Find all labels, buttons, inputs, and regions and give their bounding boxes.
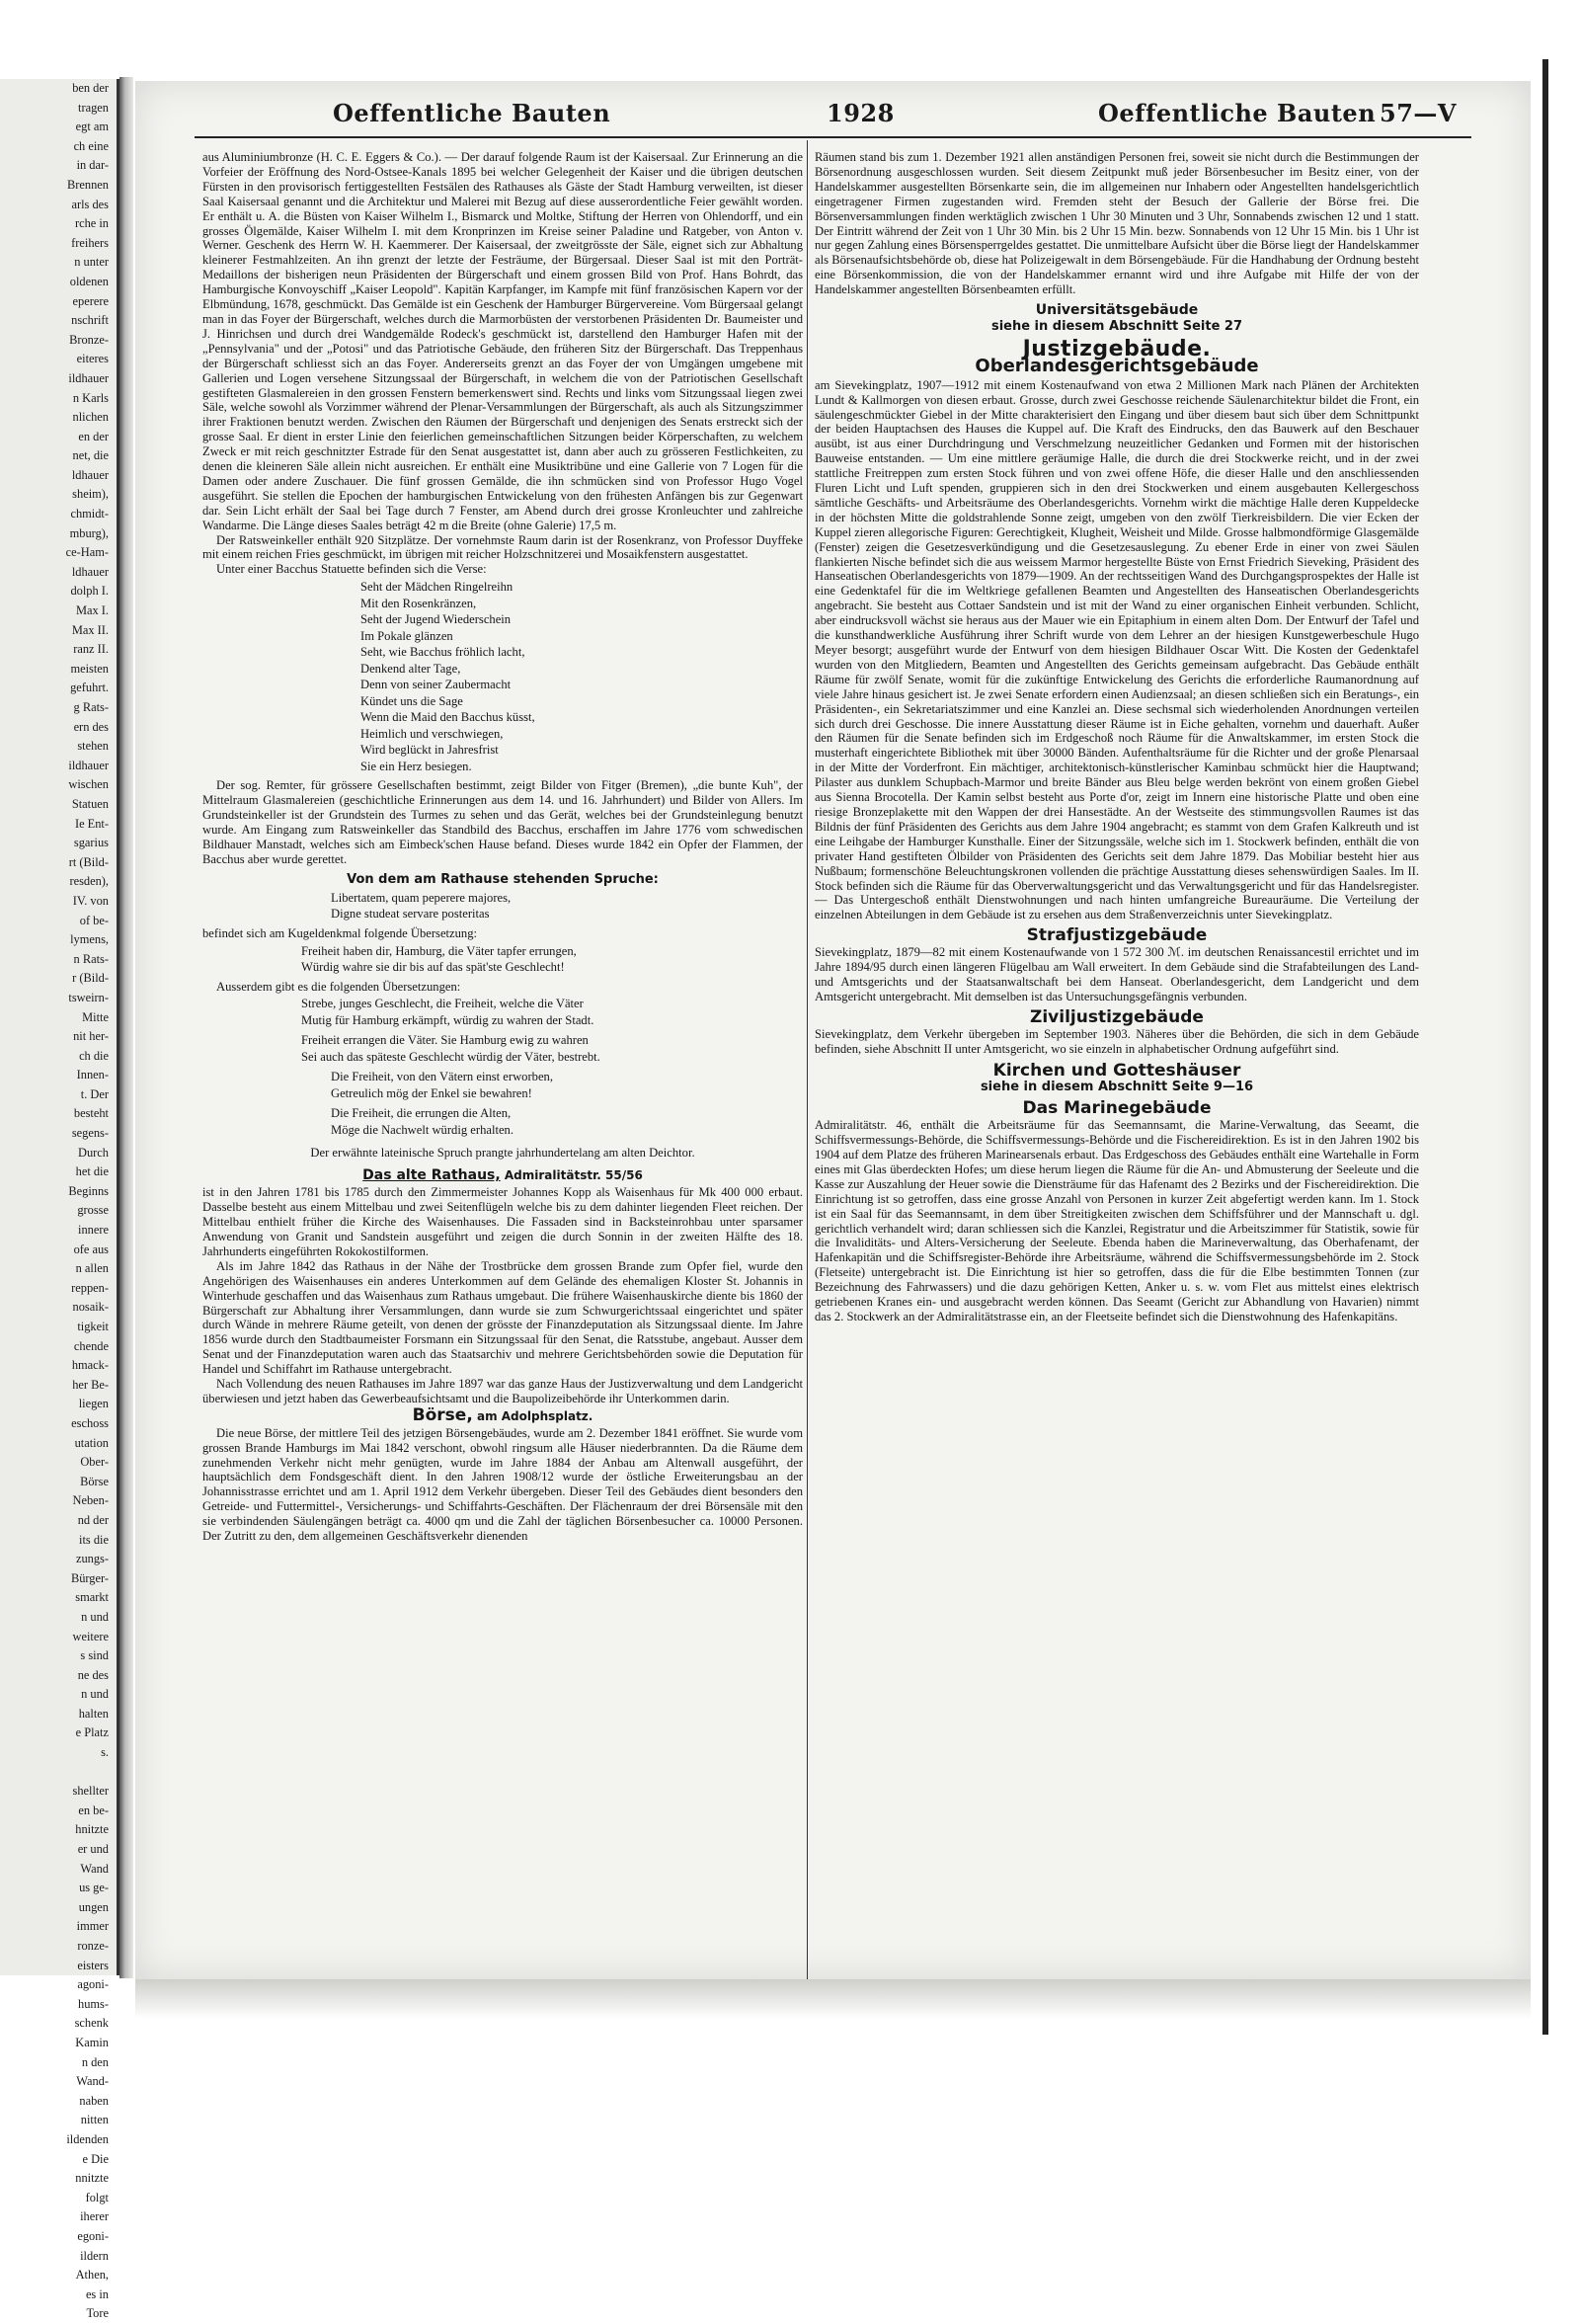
altes-rathaus-address: Admiralitätstr. 55/56 <box>500 1168 643 1183</box>
page-header <box>175 99 1491 138</box>
verse-line: Mit den Rosenkränzen, <box>360 596 477 610</box>
fragment-line: Innen- <box>76 1068 109 1082</box>
fragment-line: Börse <box>80 1474 109 1488</box>
fragment-line: its die <box>79 1532 109 1547</box>
fragment-line: Bürger- <box>70 1570 109 1585</box>
fragment-line: in dar- <box>76 158 109 173</box>
fragment-line: ildern <box>80 2248 109 2263</box>
fragment-line: rt (Bild- <box>68 854 109 869</box>
fragment-line: n den <box>81 2054 109 2069</box>
fragment-line: naben <box>79 2093 109 2108</box>
fragment-line: folgt <box>85 2190 109 2204</box>
latin-inscription <box>331 890 803 922</box>
verse-line: Wird beglückt in Jahresfrist <box>360 743 499 758</box>
fragment-line: ern des <box>73 719 109 734</box>
verse-line: Würdig wahre sie dir bis auf das spät'ste Geschlecht! <box>301 960 565 975</box>
book-gutter <box>119 77 133 1978</box>
fragment-line: t. Der <box>80 1086 109 1101</box>
fragment-line: eschoss <box>71 1415 109 1430</box>
fragment-line: ben der <box>72 81 109 95</box>
verse-line: Sie ein Herz besiegen. <box>360 759 472 773</box>
translation-3 <box>301 1032 803 1065</box>
ziviljustiz-paragraph: Sievekingplatz, dem Verkehr übergeben im September 1903. Näheres über die Behörden, die sich in dem Gebäude befinden, siehe Abschnitt II unter Amtsgericht, wo sie einzeln in alphabetischer Ordnung aufgeführt sind. <box>815 1026 1419 1056</box>
fragment-line: ildenden <box>66 2131 109 2146</box>
fragment-line: nosaik- <box>72 1300 109 1315</box>
fragment-line: segens- <box>71 1126 109 1141</box>
fragment-line: IV. von <box>72 893 109 908</box>
fragment-line: zungs- <box>75 1552 109 1566</box>
fragment-line: nschrift <box>71 313 109 328</box>
fragment-line: Statuen <box>71 796 109 811</box>
altes-rathaus-p1: ist in den Jahren 1781 bis 1785 durch den Zimmermeister Johannes Kopp als Waisenhaus für Mk 400 000 erbaut. Dasselbe besteht aus einem Mittelbau und zwei Seitenflügeln welche bis zu dem dahinter liegenden Fleet reichen. Der Mittelbau enthielt früher die Kirche des Waisenhauses. Die Fassaden sind in Backsteinrohbau unter sparsamer Anwendung von Granit und Sandstein ausgeführt und zeigen die durch Sonnin in der zweiten Hälfte des 18. Jahrhunderts eingeführten Rokokostilformen. <box>202 1185 803 1258</box>
fragment-line: gefuhrt. <box>70 681 109 695</box>
fragment-line: e Platz <box>75 1725 109 1740</box>
deichtor-note: Der erwähnte lateinische Spruch prangte jahrhundertelang am alten Deichtor. <box>310 1146 695 1161</box>
verse-line: Die Freiheit, von den Vätern einst erworben, <box>331 1070 553 1084</box>
fragment-line: n allen <box>75 1261 109 1276</box>
fragment-line: Brennen <box>67 177 109 192</box>
strafjustiz-heading: Strafjustizgebäude <box>1026 925 1208 946</box>
header-rule <box>195 136 1471 138</box>
fragment-line: utation <box>74 1435 109 1450</box>
bacchus-intro: Unter einer Bacchus Statuette befinden sich die Verse: <box>216 562 487 577</box>
fragment-line: besteht <box>73 1106 109 1121</box>
verse-line: Getreulich mög der Enkel sie bewahren! <box>331 1085 532 1100</box>
adjacent-page-fragment <box>0 79 119 2321</box>
spruch-heading: Von dem am Rathause stehenden Spruche: <box>347 871 659 887</box>
fragment-line: s sind <box>80 1648 109 1663</box>
fragment-line: sheim), <box>72 487 109 502</box>
verse-line: Möge die Nachwelt würdig erhalten. <box>331 1122 514 1137</box>
strafjustiz-paragraph: Sievekingplatz, 1879—82 mit einem Kostenaufwande von 1 572 300 ℳ. im deutschen Renaissancestil errichtet und im Jahre 1894/95 durch einen längeren Flügelbau am Wall erweitert. In dem Gebäude sind die Strafabteilungen des Land- und Amtsgerichts und der Staatsanwaltschaft bei dem Hanseat. Oberlandesgericht, dem Landgericht und dem Amtsgericht untergebracht. Mit demselben ist das Untersuchungsgefängnis verbunden. <box>815 945 1419 1003</box>
fragment-line: ch eine <box>73 138 109 153</box>
latin-line: Digne studeat servare posteritas <box>331 907 490 922</box>
fragment-line: weitere <box>72 1629 109 1643</box>
fragment-line: Tore <box>86 2306 109 2321</box>
fragment-line: wischen <box>68 777 109 792</box>
translation-1 <box>301 943 803 976</box>
fragment-line: innere <box>78 1223 109 1238</box>
fragment-line: ldhauer <box>71 467 109 482</box>
fragment-line: ch die <box>79 1048 109 1063</box>
ziviljustiz-heading: Ziviljustizgebäude <box>1030 1006 1204 1027</box>
kaisersaal-paragraph: aus Aluminiumbronze (H. C. E. Eggers & Co.). — Der darauf folgende Raum ist der Kaisersaal. Zur Erinnerung an die Vorfeier der Eröffnung des Nord-Ostsee-Kanals 1895 bei welcher Gelegenheit der Kaiser und die übrigen deutschen Fürsten in den provisorisch fertiggestellten Festsälen des Rathauses als Gäste der Stadt Hamburg verweilten, ist dieser Saal Kaisersaal genannt und die Architektur und Malerei mit Bezug auf diese ausserordentliche Feier gewählt worden. Er enthält u. A. die Büsten von Kaiser Wilhelm I., Bismarck und Moltke, Stiftung der Herren von Ohlendorff, und ein grosses Ölgemälde, Kaiser Wilhelm I. mit dem Kronprinzen im Kreise seiner Paladine und Ratgeber, von Anton v. Werner. Geschenk des Herrn W. H. Kaemmerer. Der Kaisersaal, der zweitgrösste der Säle, eignet sich zur Abhaltung kleinerer Festmahlzeiten. An ihn grenzt der letzte der Festräume, der Bürgersaal. Dieser Saal ist mit den Porträt-Medaillons der bisherigen neun Präsidenten der Bürgerschaft und einem grossen Bild von Prof. Hans Bohrdt, das Hamburgische Konvoyschiff „Kaiser Leopold". Kapitän Karpfanger, im Kampfe mit fünf französischen Kapern vor der Elbmündung, 1678, geschmückt. Das Gemälde ist ein Geschenk der Hamburger Bürgervereine. Vom Bürgersaal gelangt man in das Foyer der Bürgerschaft, welches durch die Marmorbüsten der verstorbenen Präsidenten Dr. Baumeister und J. Hinrichsen und durch drei Wandgemälde Rodeck's geschmückt ist, darstellend den Hamburger Hafen mit der „Pennsylvania" und der „Potosi" und das Patriotische Gebäude, den früheren Sitz der Bürgerschaft. Das Treppenhaus der Bürgerschaft schliesst sich an das Foyer. Andererseits grenzt an das Foyer der von Umgängen umgebene mit Gallerien und Logen versehene Sitzungssaal der Bürgerschaft, in welchem die von der Patriotischen Gesellschaft gestifteten Glasmalereien in den grossen Fenstern bemerkenswert sind. Rechts und links vom Sitzungssaal liegen zwei Säle, welche sowohl als Vorzimmer während der Plenar-Versammlungen der Bürgerschaft, als auch als Sitzungszimmer ihrer Fraktionen benutzt werden. Zwischen den Räumen der Bürgerschaft und denjenigen des Senats erstreckt sich der grosse Saal. Er dient in erster Linie den feierlichen gemeinschaftlichen Sitzungen beider Körperschaften, zu welchem Zweck er mit reich geschnitzter Estrade für den Senat ausgestattet ist, dann aber auch zu grösseren Festlichkeiten, zu denen die kleineren Säle allein nicht ausreichen. Er enthält eine Musiktribüne und eine Gallerie von 7 Logen für die Damen oder andere Zuschauer. Die fünf grossen Gemälde, die ihn schmücken sind von Professor Hugo Vogel ausgeführt. Sie stellen die Epochen der hamburgischen Entwickelung von den frühesten Anfängen bis zur Gegenwart dar. Sein Licht erhält der Saal bei Tage durch 7 Fenster, am Abend durch drei grosse Kronleuchter und zahlreiche Wandarme. Die Länge dieses Saales beträgt 42 m die Breite (ohne Galerie) 17,5 m. <box>202 150 803 532</box>
verse-line: Sei auch das späteste Geschlecht würdig der Väter, bestrebt. <box>301 1049 600 1064</box>
translation-5 <box>331 1105 803 1138</box>
verse-line: Heimlich und verschwiegen, <box>360 726 504 741</box>
fragment-line: arls des <box>71 197 109 211</box>
fragment-line: eisters <box>77 1958 109 1972</box>
fragment-line: ungen <box>78 1899 109 1914</box>
verse-line: Denkend alter Tage, <box>360 661 461 676</box>
fragment-line: Max I. <box>75 603 109 618</box>
altes-rathaus-title: Das alte Rathaus, <box>362 1167 501 1184</box>
fragment-line: ildhauer <box>68 370 109 385</box>
fragment-line: freihers <box>71 235 109 250</box>
boerse-heading <box>202 1404 803 1425</box>
fragment-line: g Rats- <box>73 700 109 714</box>
latin-line: Libertatem, quam peperere majores, <box>331 890 512 905</box>
universitaet-reference: siehe in diesem Abschnitt Seite 27 <box>990 318 1243 334</box>
fragment-line: es in <box>85 2286 109 2301</box>
boerse-address: am Adolphsplatz. <box>472 1408 593 1423</box>
fragment-line: nit her- <box>73 1029 109 1044</box>
altes-rathaus-p3: Nach Vollendung des neuen Rathauses im Jahre 1897 war das ganze Haus der Justizverwaltung und dem Landgericht überwiesen und jetzt haben das Gewerbeaufsichtsamt und die Baupolizeibehörde ihr Unterkommen darin. <box>202 1377 803 1405</box>
fragment-line: nlichen <box>72 410 109 425</box>
verse-line: Seht der Jugend Wiederschein <box>360 612 512 627</box>
fragment-line: eiteres <box>76 352 109 366</box>
fragment-line: reppen- <box>71 1280 109 1295</box>
translation-4 <box>331 1069 803 1101</box>
fragment-line: e Die <box>82 2151 109 2166</box>
header-year: 1928 <box>827 99 895 127</box>
verse-line: Seht der Mädchen Ringelreihn <box>360 580 514 595</box>
boerse-paragraph: Die neue Börse, der mittlere Teil des jetzigen Börsengebäudes, wurde am 2. Dezember 1841 eröffnet. Sie wurde vom grossen Brande Hamburgs im Mai 1842 verschont, obwohl ringsum alle Häuser niederbrannten. Da die Räume dem zunehmenden Verkehr nicht mehr genügten, wurde im Jahre 1884 der Anbau am Altenwall ausgeführt, der hauptsächlich dem Fondsgeschäft dient. In den Jahren 1908/12 wurde der östliche Erweiterungsbau an der Johannisstrasse errichtet und am 1. April 1912 dem Verkehr übergeben. Dieser Teil des Gebäudes dient besonders den Getreide- und Futtermittel-, Versicherungs- und Schiffahrts-Geschäften. Der Flächenraum der drei Börsensäle mit den sie verbindenden Säulengängen beträgt ca. 4000 qm und die Zahl der täglichen Börsenbesucher ca. 10000 Personen. Der Zutritt zu den, dem allgemeinen Geschäftsverkehr dienenden <box>202 1425 803 1544</box>
fragment-line: Kamin <box>75 2035 109 2049</box>
fragment-line: lymens, <box>70 932 109 947</box>
marine-paragraph: Admiralitätstr. 46, enthält die Arbeitsräume für das Seemannsamt, die Marine-Verwaltung, das Seeamt, die Schiffsvermessungs-Behörde, die Schiffsvermessungs-Behörde und die Fischereidirektion. Es ist in den Jahren 1902 bis 1904 auf dem Platze des früheren Marinearsenals erbaut. Das Erdgeschoss des Gebäudes enthält eine Wartehalle in Form eines mit Glas überdeckten Hofes; um diese herum liegen die Räume für die An- und Abmusterung der Seeleute und die Kasse zur Auszahlung der Heuer sowie die Diensträume für das Hafenamt des 2 Bezirks und der Fischereidirektion. Die Einrichtung ist so getroffen, dass eine grosse Anzahl von Personen in kurzer Zeit abgefertigt werden kann. Im 1. Stock ist ein Saal für das Seemannsamt, in dem über Streitigkeiten zwischen dem Schiffsführer und der Mannschaft u. dgl. gerichtlich verhandelt wird; daran schliessen sich die Kanzlei, Registratur und die Arbeitszimmer für Statistik, sowie für die Invaliditäts- und Alters-Versicherung der Seeleute. Ebenda haben die Marineverwaltung, das Oberhafenamt, der Hafenkapitän und die Schiffsregister-Behörde ihre Arbeitsräume, während die Schiffsvermessungsbehörde im 2. Stock (Fletseite) untergebracht ist. Die Einrichtung ist hier so getroffen, dass die für die Elbe bestimmten Tonnen (zur Bezeichnung des Fahrwassers) und die dazu gehörigen Ketten, Anker u. s. w. vom Flet aus mittelst eines elektrisch getriebenen Kranes ein- und ausgebracht werden können. Das Seeamt (Gericht zur Abhandlung von Havarien) nimmt das 2. Stockwerk an der Admiralitätstrasse ein, an der Fleetseite befindet sich die Dienstwohnung des Hafenkapitäns. <box>815 1118 1419 1323</box>
justiz-heading: Justizgebäude. <box>1022 336 1212 361</box>
fragment-line: stehen <box>77 739 109 754</box>
fragment-line: egoni- <box>77 2228 109 2243</box>
verse-line: Freiheit haben dir, Hamburg, die Väter tapfer errungen, <box>301 943 577 958</box>
document-page <box>135 81 1531 1979</box>
translations-intro: Ausserdem gibt es die folgenden Übersetzungen: <box>216 979 461 994</box>
verse-line: Im Pokale glänzen <box>360 628 453 643</box>
fragment-line: ronze- <box>77 1939 109 1953</box>
fragment-line: hnitzte <box>75 1822 109 1837</box>
fragment-line: n und <box>81 1687 109 1702</box>
fragment-line: en der <box>78 429 109 443</box>
fragment-line: nnitzte <box>75 2171 109 2186</box>
fragment-line: chende <box>73 1338 109 1353</box>
boerse-title: Börse, <box>412 1404 473 1425</box>
fragment-line: Durch <box>78 1145 109 1160</box>
fragment-line: tsweirn- <box>68 990 109 1004</box>
fragment-line: r (Bild- <box>72 971 109 986</box>
fragment-line: tragen <box>78 100 109 115</box>
left-column <box>202 150 803 1544</box>
page-number: 57—V <box>1380 99 1458 127</box>
column-divider <box>807 140 808 1997</box>
olg-heading: Oberlandesgerichtsgebäude <box>975 355 1259 376</box>
fragment-line: Wand <box>80 1861 109 1876</box>
fragment-line: Ober- <box>80 1455 109 1470</box>
fragment-line: meisten <box>70 661 109 676</box>
fragment-line: n Rats- <box>73 951 109 966</box>
verse-line: Kündet uns die Sage <box>360 693 463 708</box>
olg-paragraph: am Sievekingplatz, 1907—1912 mit einem Kostenaufwand von etwa 2 Millionen Mark nach Plänen der Architekten Lundt & Kallmorgen von diesen erbaut. Grosse, durch zwei Geschosse reichende Säulenarchitektur bildet die Front, ein säulengeschmückter Giebel in der Mitte charakterisiert den Eingang und über diesem baut sich über dem Schnittpunkt der beiden Hauptachsen des Hauses die Kuppel auf. Die Kraft des Eindrucks, den das Bauwerk auf den Beschauer ausübt, ist aus einer Durchdringung und Verschmelzung neuzeitlicher Gedanken und Formen mit der historischen Bauweise entstanden. — Um eine mittlere geräumige Halle, die durch die drei Stockwerke reicht, und in der zwei stattliche Freitreppen zum ersten Stock führen und von zwei offene Höfe, die dieser Halle und den anschliessenden Fluren Licht und Luft spenden, gruppieren sich in den drei Stockwerken und einem ausgebauten Kellergeschoss sämtliche Geschäfts- und Arbeitsräume des Oberlandesgerichts. Vornehm wirkt die mächtige Halle deren Kuppeldecke in der höchsten Mitte die goldstrahlende Sonne zeigt, umgeben von den zwölf Tierkreisbildern. Die vier Ecken der Kuppel zieren allegorische Figuren: Gerechtigkeit, Klugheit, Weisheit und Milde. Grosse halbmondförmige Glasgemälde (Fenster) zeigen die Gesetzesverkündigung und die Gesetzesauslegung. Zu ebener Erde in einer von zwei Säulen flankierten Nische befindet sich die aus weissem Marmor hergestellte Büste von Ernst Friedrich Sieveking, Präsident des Hanseatischen Oberlandesgerichts von 1879—1909. An der rechtsseitigen Wand des Durchgangsprospektes der Halle ist eine Gedenktafel für die im Weltkriege gefallenen Beamten und Angestellten des Hanseatischen Oberlandesgerichts angebracht. Sie besteht aus Cottaer Sandstein und ist mit der Wand zu einer organischen Einheit verbunden. Schlicht, aber eindrucksvoll wächst sie heraus aus der Mauer wie ein Epitaphium in einem alten Dom. Der Entwurf der Tafel und die kunsthandwerkliche Ausführung ihrer Schrift wurde von dem Lehrer an der hiesigen Kunstgewerbeschule Hugo Meyer besorgt; ausgeführt wurde der Entwurf von dem hiesigen Bildhauer Oscar Witt. Die Kosten der Gedenktafel wurden von den Mitgliedern, Beamten und Angestellten des Gerichts gemeinsam aufgebracht. Das Gebäude enthält Räume für zwölf Senate, womit für die zukünftige Entwickelung des Gerichts die erforderliche Raumanordnung auf viele Jahre hinaus gesichert ist. Je zwei Senate erfordern einen Audienzsaal; an diesen schließen sich ein Beratungs-, ein Präsidenten-, ein Sekretariatszimmer und eine Kanzlei an. Diese sechsmal sich wiederholenden Anordnungen verteilen sich durch drei Geschosse. Die innere Ausstattung dieser Räume ist in Eiche gehalten, vornehm und dauerhaft. Außer den Räumen für die Senate befinden sich im Erdgeschoß noch Räume für die Anwaltskammer, im ersten Stock die musterhaft eingerichtete Bibliothek mit über 30000 Bänden. Aufenthaltsräume für die Richter und der große Plenarsaal in der Mitte der Vorderfront. Ein mächtiger, architektonisch-künstlerischer Kaminbau schmückt hier die Hauptwand; Pilaster aus dunklem Schupbach-Marmor und breite Bänder aus Bleu belge werden bekrönt von einem großen Giebel aus Sienna Brocotella. Der Kamin selbst besteht aus Porte d'or, zeigt im Innern eine historische Platte und oben eine riesige Bronzeplakette mit den Wappen der drei Hansestädte. An der Westseite des stimmungsvollen Raumes ist das Bildnis der fünf Präsidenten des Gerichts aus dem Jahre 1904 angebracht; es stammt von dem Grafen Kalkreuth und ist eine Leihgabe der Hamburger Kunsthalle. Einer der Sitzungssäle, welche sich im 1. Stockwerk befinden, enthält die von privater Hand gestifteten Ölbilder von Präsidenten des Gerichts seit dem Jahre 1879. Das Mobiliar besteht hier aus Nußbaum; formenschöne Beleuchtungskronen vollenden die prächtige Ausstattung dieses sehenswürdigen Saales. Im II. Stock befinden sich die Räume für das Oberverwaltungsgericht und das Verwaltungsgericht und für das Handelsregister. — Das Untergeschoß enthält Dienstwohnungen und nach hinten umfangreiche Bureauräume. Die Verteilung der einzelnen Abteilungen in dem Gebäude ist zu ersehen aus dem Straßenverzeichnis unter Sievekingplatz. <box>815 377 1419 922</box>
verse-line: Denn von seiner Zaubermacht <box>360 678 512 692</box>
kirchen-heading: Kirchen und Gotteshäuser <box>992 1061 1241 1082</box>
fragment-line: n Karls <box>72 390 109 405</box>
remter-paragraph: Der sog. Remter, für grössere Gesellschaften bestimmt, zeigt Bilder von Fitger (Bremen), „die bunte Kuh", der Mittelraum Glasmalereien (geschichtliche Erinnerungen aus dem 14. und 16. Jahrhundert) und Bilder von Allers. Im Grundsteinkeller ist der Grundstein des Turmes zu sehen und das Gerät, welches bei der Grundsteinlegung benutzt wurde. Am Eingang zum Ratsweinkeller das Standbild des Bacchus, erschaffen im Jahre 1776 vom schwedischen Bildhauer Manstadt, welches sich am Eimbeck'schen Hause befand. Dieses wurde 1842 ein Opfer der Flammen, der Bacchus aber wurde gerettet. <box>202 778 803 866</box>
altes-rathaus-heading <box>202 1168 803 1183</box>
bacchus-verse <box>360 579 803 774</box>
fragment-line: net, die <box>72 448 109 463</box>
fragment-line: halten <box>78 1706 109 1721</box>
fragment-line: Max II. <box>71 622 109 637</box>
right-scan-edge <box>1533 59 1580 2035</box>
fragment-line: rche in <box>74 216 109 231</box>
page-bottom-shadow <box>135 1979 1531 2019</box>
verse-line: Strebe, junges Geschlecht, die Freiheit, welche die Väter <box>301 997 584 1011</box>
kirchen-reference: siehe in diesem Abschnitt Seite 9—16 <box>980 1080 1254 1095</box>
fragment-line: er und <box>77 1842 109 1857</box>
marine-heading: Das Marinegebäude <box>1022 1098 1212 1119</box>
fragment-line: ranz II. <box>73 642 109 657</box>
fragment-line: us ge- <box>79 1881 109 1895</box>
verse-line: Wenn die Maid den Bacchus küsst, <box>360 710 535 725</box>
fragment-line: grosse <box>77 1203 109 1218</box>
fragment-line: hums- <box>78 1996 109 2011</box>
fragment-line: oldenen <box>69 274 109 288</box>
fragment-line: hmack- <box>71 1358 109 1373</box>
fragment-line: schenk <box>74 2016 109 2031</box>
fragment-line: chmidt- <box>70 507 109 521</box>
fragment-line: liegen <box>78 1397 109 1411</box>
translation-2 <box>301 996 803 1028</box>
ratsweinkeller-paragraph: Der Ratsweinkeller enthält 920 Sitzplätze. Der vornehmste Raum darin ist der Rosenkranz, von Professor Duyffeke mit einem reichen Fries geschmückt, im übrigen mit reicher Holzschnitzerei und Mosaikfenstern ausgestattet. <box>202 532 803 562</box>
fragment-line: Bronze- <box>69 332 109 347</box>
fragment-line: iherer <box>80 2209 109 2224</box>
header-right-title: Oeffentliche Bauten <box>1098 99 1377 127</box>
fragment-line: tigkeit <box>77 1320 109 1333</box>
fragment-line: sgarius <box>73 836 109 850</box>
fragment-line: her Be- <box>72 1377 109 1392</box>
fragment-line: het die <box>75 1164 109 1179</box>
kugeldenkmal-intro: befindet sich am Kugeldenkmal folgende Übersetzung: <box>202 925 478 940</box>
fragment-line: of be- <box>79 913 109 927</box>
fragment-line: Athen, <box>75 2268 109 2283</box>
fragment-line: ldhauer <box>71 564 109 579</box>
fragment-line: agoni- <box>77 1977 109 1992</box>
right-edge-bar <box>1542 59 1548 2035</box>
fragment-line: nitten <box>80 2113 109 2127</box>
fragment-line: ce-Ham- <box>65 545 109 560</box>
fragment-line: Wand- <box>76 2074 109 2089</box>
fragment-line: ofe aus <box>73 1242 109 1256</box>
fragment-line: ildhauer <box>68 758 109 772</box>
fragment-line: nd der <box>77 1512 109 1527</box>
fragment-line: resden), <box>69 874 109 889</box>
fragment-line: immer <box>76 1919 109 1934</box>
fragment-line: egt am <box>75 120 109 134</box>
fragment-line: shellter <box>72 1784 109 1799</box>
fragment-line: Ie Ent- <box>74 816 109 831</box>
fragment-line: s. <box>101 1745 109 1760</box>
fragment-line: n und <box>81 1609 109 1624</box>
universitaet-heading: Universitätsgebäude <box>1035 302 1199 319</box>
fragment-line: dolph I. <box>70 584 109 599</box>
fragment-line: Neben- <box>72 1493 109 1508</box>
verse-line: Seht, wie Bacchus fröhlich lacht, <box>360 645 525 660</box>
fragment-line: smarkt <box>75 1590 109 1605</box>
fragment-line: n unter <box>74 255 109 270</box>
altes-rathaus-p2: Als im Jahre 1842 das Rathaus in der Nähe der Trostbrücke dem grossen Brande zum Opfer fiel, wurde den Angehörigen des Waisenhauses ein anderes Unterkommen auf dem Gelände des ehemaligen Kloster St. Johannis in Winterhude geschaffen und das Waisenhaus zum Rathaus umgebaut. Die frühere Waisenhauskirche diente bis 1860 der Bürgerschaft zur Abhaltung ihrer Versammlungen, dann wurde sie zum Schwurgerichtssaal eingerichtet und später durch Wände in mehrere Räume geteilt, von denen der grösste der Finanzdeputation als Sitzungssaal diente. Im Jahre 1856 wurde durch den Stadtbaumeister Forsmann ein Sitzungssaal für den Senat, die Ratsstube, angebaut. Ausser dem Senat und der Finanzdeputation waren auch das Staatsarchiv und mehrere Gerichtsbehörden sowie die Deputation für Handel und Schiffahrt im Rathause untergebracht. <box>202 1258 803 1377</box>
fragment-line: mburg), <box>69 525 109 540</box>
fragment-line: Mitte <box>82 1009 109 1024</box>
right-column <box>815 150 1419 1324</box>
boerse-continued: Räumen stand bis zum 1. Dezember 1921 allen anständigen Personen frei, soweit sie nicht durch die Bestimmungen der Börsenordnung ausgeschlossen wurden. Seit diesem Zeitpunkt muß jeder Börsenbesucher im Besitz einer, von der Handelskammer ausgestellten Börsenkarte sein, die im allgemeinen nur Inhabern oder Angestellten handelsgerichtlich eingetragener Firmen zugestanden wird. Fremden steht der Besuch der Gallerie der Börse frei. Die Börsenversammlungen finden werktäglich zwischen 1 Uhr 30 Minuten und 3 Uhr, Sonnabends zwischen 12 und 1 statt. Der Eintritt während der Zeit von 1 Uhr 30 Min. bis 2 Uhr 15 Min. bezw. Sonnabends von 12 Uhr 15 Min. bis 1 Uhr ist nur gegen Zahlung eines Börsensperrgeldes gestattet. Die unmittelbare Aufsicht über die Börse liegt der Handelskammer als Börsenaufsichtsbehörde ob, diese hat Polizeigewalt in dem Börsengebäude. Für die Handhabung der Ordnung besteht eine Börsenkommission, die von der Handelskammer ernannt wird und ihre Aufgabe mit Hilfe der von der Handelskammer angestellten Börsenbeamten erfüllt. <box>815 150 1419 297</box>
verse-line: Die Freiheit, die errungen die Alten, <box>331 1106 512 1121</box>
header-left-title: Oeffentliche Bauten <box>333 99 611 127</box>
fragment-line: ne des <box>77 1667 109 1682</box>
fragment-line <box>0 1763 117 1783</box>
fragment-line: Beginns <box>68 1183 109 1198</box>
fragment-line: eperere <box>72 293 109 308</box>
fragment-line: en be- <box>78 1803 109 1817</box>
verse-line: Freiheit errangen die Väter. Sie Hamburg ewig zu wahren <box>301 1033 589 1048</box>
verse-line: Mutig für Hamburg erkämpft, würdig zu wahren der Stadt. <box>301 1012 594 1027</box>
